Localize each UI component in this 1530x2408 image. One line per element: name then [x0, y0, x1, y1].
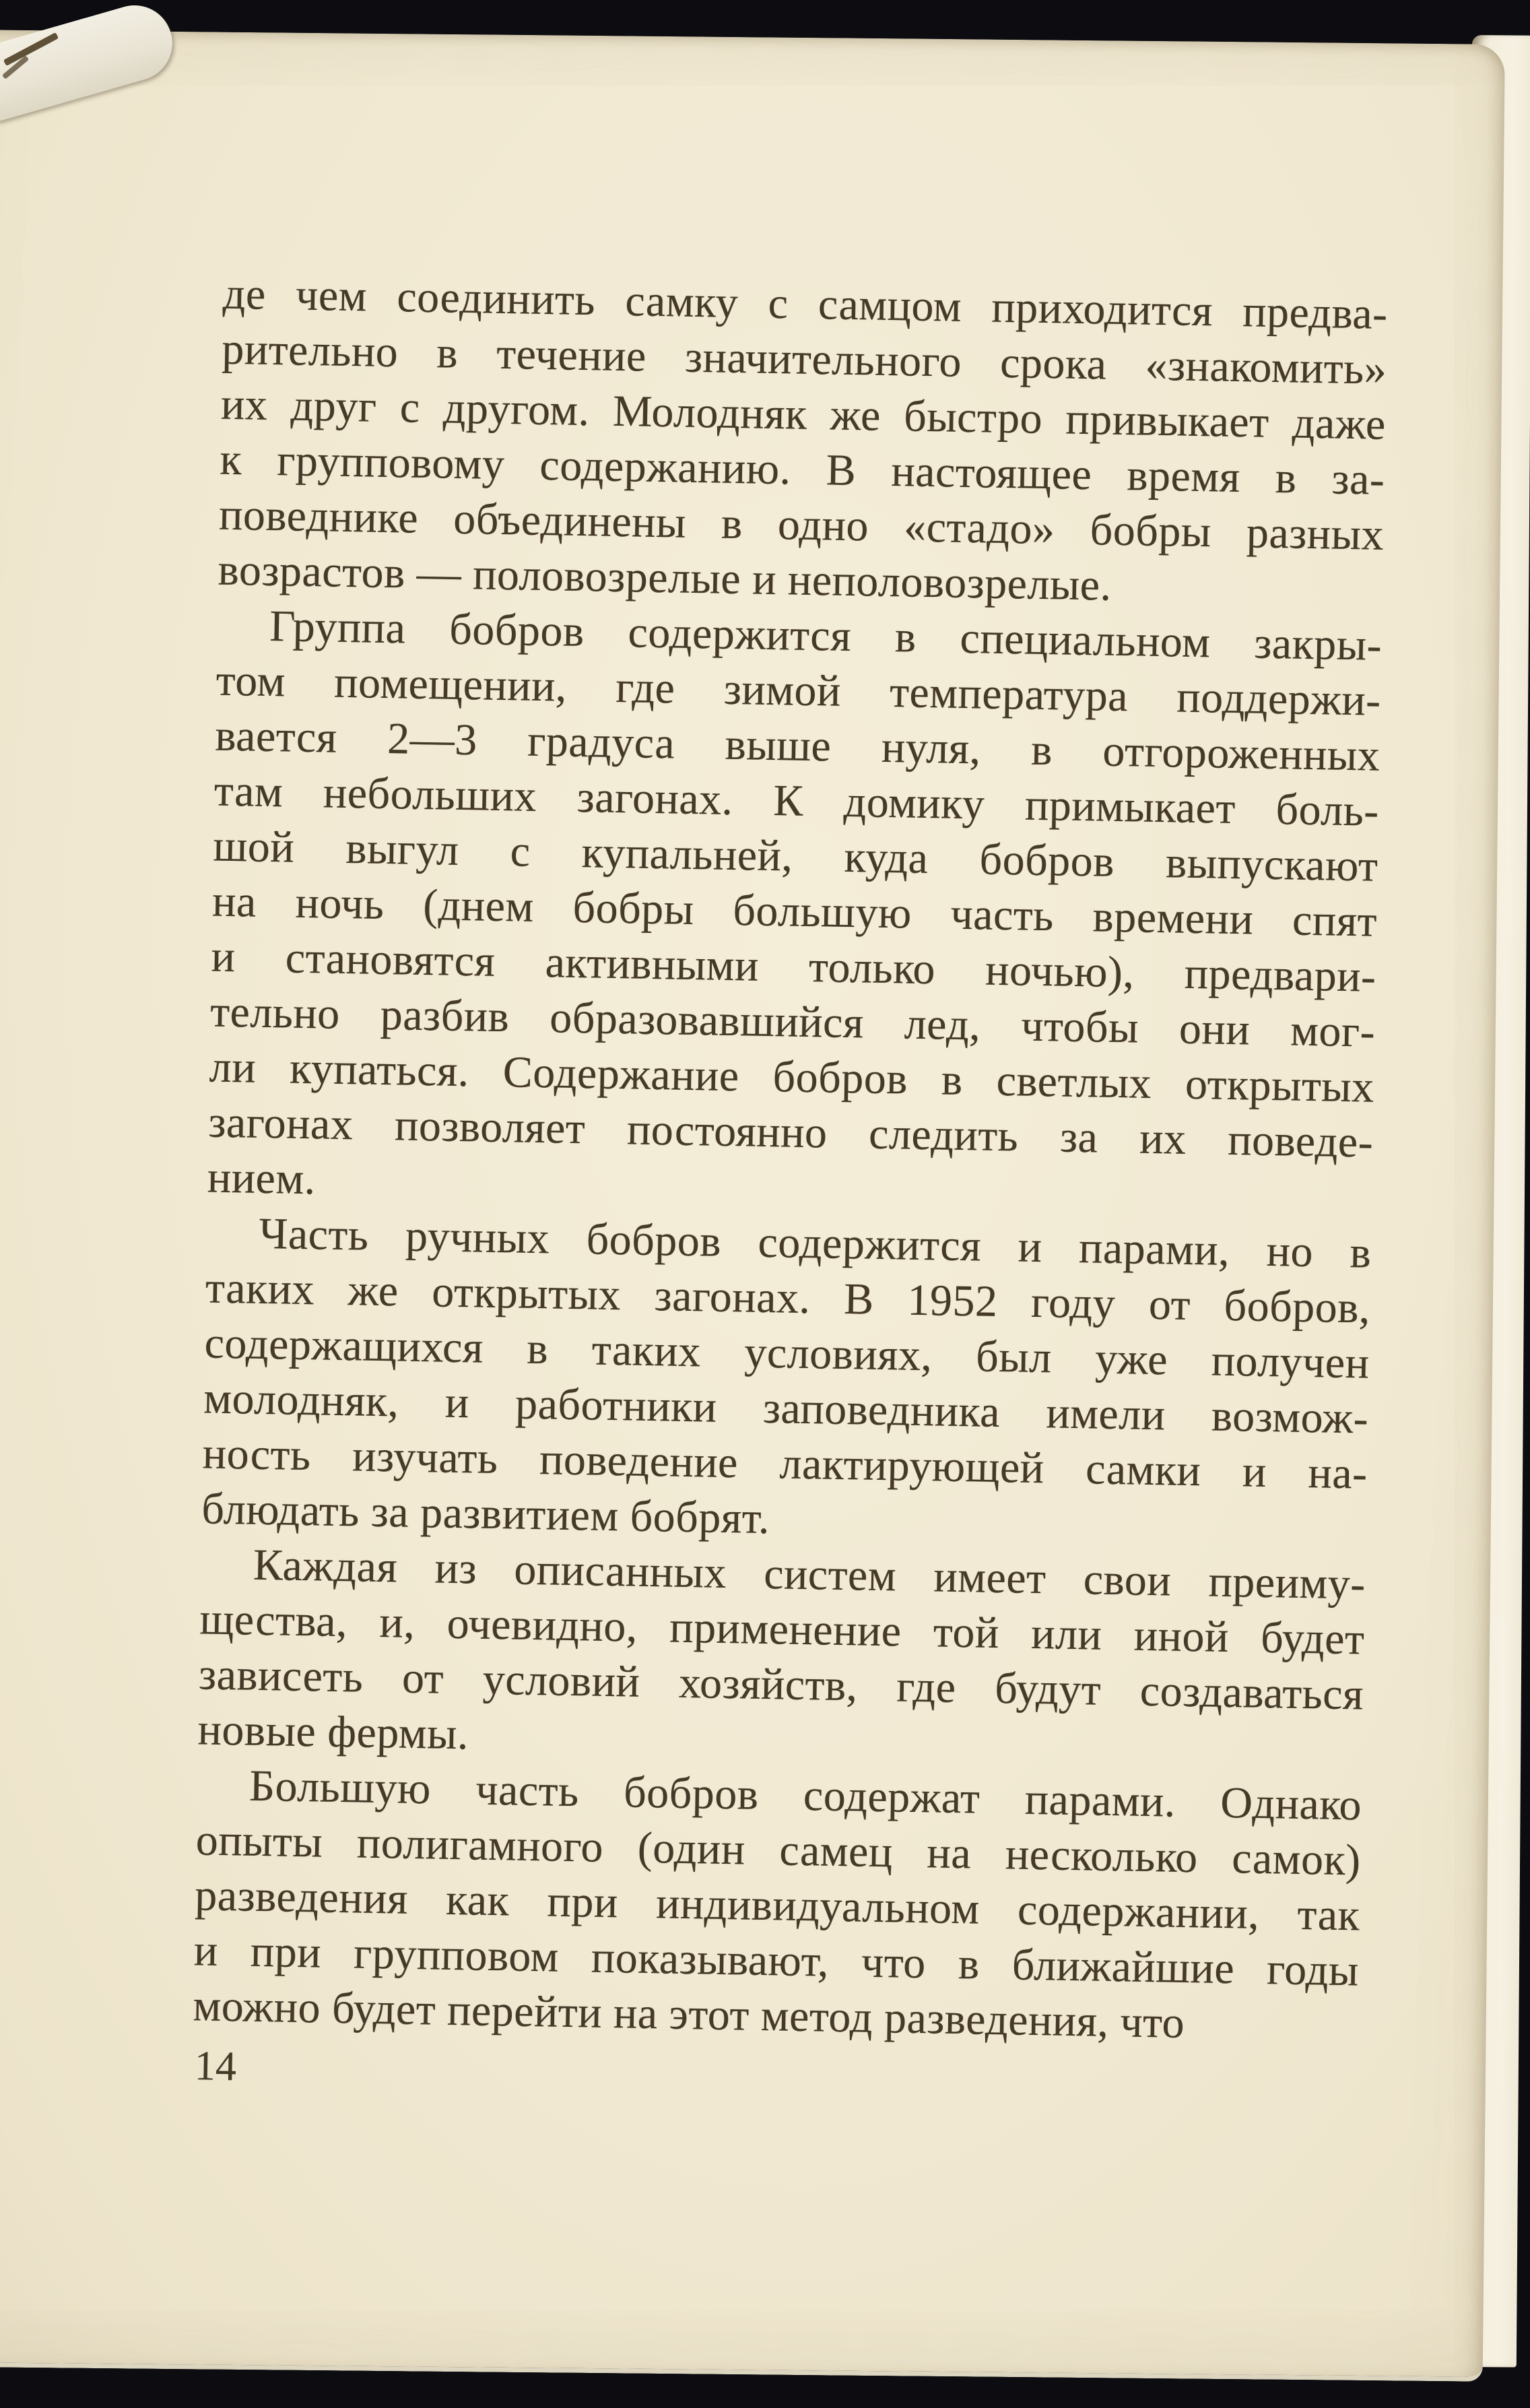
text-line: тельно разбив образовавшийся лед, чтобы они мог- [209, 987, 1376, 1057]
text-line: возрастов — половозрелые и неполовозрелые. [218, 545, 1112, 610]
text-line: опыты полигамного (один самец на несколько самок) [195, 1815, 1362, 1885]
text-line: поведнике объединены в одно «стадо» бобры разных [218, 490, 1385, 560]
text-line: разведения как при индивидуальном содержании, так [194, 1870, 1360, 1941]
text-line: на ночь (днем бобры большую часть времени спят [211, 876, 1378, 946]
text-line: щества, и, очевидно, применение той или иной будет [199, 1594, 1365, 1664]
text-line: ли купаться. Содержание бобров в светлых открытых [209, 1042, 1375, 1112]
text-line: Каждая из описанных систем имеет свои преиму- [253, 1540, 1366, 1609]
text-line: том помещении, где зимой температура поддержи- [215, 655, 1382, 725]
text-line: вается 2—3 градуса выше нуля, в отгороженных [214, 711, 1381, 781]
text-line: их друг с другом. Молодняк же быстро привыкает даже [220, 379, 1387, 449]
book-page [0, 30, 1505, 2382]
text-line: таких же открытых загонах. В 1952 году от бобров, [205, 1263, 1371, 1333]
text-block [193, 267, 1389, 2054]
text-line: новые фермы. [197, 1705, 469, 1759]
text-line: можно будет перейти на этот метод разведения, что [192, 1981, 1185, 2048]
text-line: де чем соединить самку с самцом приходится предва- [222, 269, 1389, 339]
text-line: и становятся активными только ночью), предвари- [211, 932, 1377, 1002]
text-line: Часть ручных бобров содержится и парами, но в [258, 1208, 1372, 1278]
text-line: к групповому содержанию. В настоящее время в за- [220, 434, 1386, 505]
text-line: зависеть от условий хозяйств, где будут создаваться [198, 1650, 1364, 1720]
text-line: Группа бобров содержится в специальном закры- [269, 601, 1383, 670]
text-line: блюдать за развитием бобрят. [201, 1484, 770, 1544]
text-line: ность изучать поведение лактирующей самки и на- [202, 1429, 1368, 1499]
text-line: рительно в течение значительного срока «знакомить» [221, 324, 1387, 394]
page-number: 14 [194, 2043, 237, 2090]
text-line: Большую часть бобров содержат парами. Однако [248, 1761, 1362, 1830]
text-line: содержащихся в таких условиях, был уже получен [204, 1318, 1370, 1388]
text-line: нием. [207, 1152, 317, 1204]
text-line: загонах позволяет постоянно следить за их поведе- [207, 1097, 1374, 1167]
text-line: там небольших загонах. К домику примыкает боль- [213, 766, 1380, 836]
text-line: шой выгул с купальней, куда бобров выпускают [212, 821, 1378, 891]
text-line: молодняк, и работники заповедника имели возмож- [203, 1373, 1369, 1443]
text-line: и при групповом показывают, что в ближайшие годы [193, 1926, 1360, 1996]
